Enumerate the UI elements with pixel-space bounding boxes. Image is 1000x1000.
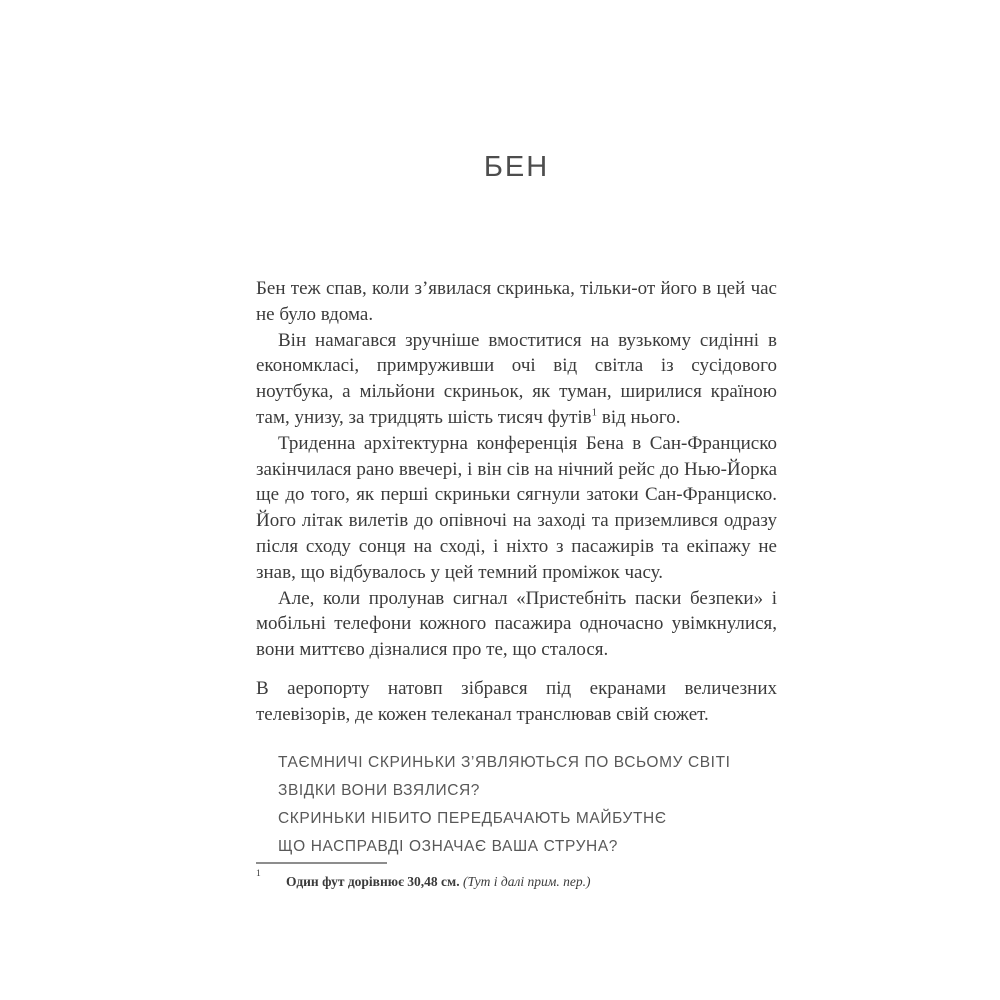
- footnote-text: [286, 873, 590, 890]
- tv-headline: ЩО НАСПРАВДІ ОЗНАЧАЄ ВАША СТРУНА?: [278, 838, 618, 856]
- chapter-title: БЕН: [483, 151, 550, 183]
- footnote-text-translator-note: (Тут і далі прим. пер.): [462, 874, 591, 889]
- tv-headlines-block: [256, 749, 777, 862]
- footnote-area: [256, 862, 777, 890]
- footnote: 1 Один фут дорівнює 30,48 см. (Тут і далі прим. пер.): [256, 869, 591, 889]
- tv-headline: СКРИНЬКИ НІБИТО ПЕРЕДБАЧАЮТЬ МАЙБУТНЄ: [278, 810, 667, 828]
- paragraph-2-text-after: від нього.: [597, 406, 681, 428]
- footnote-divider: [256, 862, 387, 864]
- paragraph-3: Триденна архітектурна конференція Бена в Сан-Франциско закінчилася рано ввечері, і він сів на нічний рейс до Нью-Йорка ще до того, як перші скриньки сягнули затоки Сан-Франциско. Його літак вилетів до опівночі на заході та приземлився одразу після сходу сонця на сході, і ніхто з пасажирів та екіпажу не знав, що відбувалось у цей темний проміжок часу.: [256, 432, 777, 583]
- footnote-text-main: Один фут дорівнює 30,48 см.: [286, 874, 460, 889]
- tv-headline: ТАЄМНИЧІ СКРИНЬКИ З’ЯВЛЯЮТЬСЯ ПО ВСЬОМУ СВІТІ: [278, 753, 731, 771]
- paragraph-1: Бен теж спав, коли з’явилася скринька, тільки-от його в цей час не було вдома.: [256, 278, 777, 325]
- footnote-reference: 1: [591, 406, 598, 419]
- chapter-body: [256, 276, 777, 862]
- paragraph-5: В аеропорту натовп зібрався під екранами величезних телевізорів, де кожен телеканал транслював свій сюжет.: [256, 677, 777, 725]
- paragraph-2: [256, 328, 777, 431]
- paragraph-2-text: Він намагався зручніше вмоститися на вузькому сидінні в економкласі, примруживши очі від світла із сусідового ноутбука, а мільйони скриньок, як туман, ширилися країною там, унизу, за тридцять шість тисяч футів: [256, 329, 777, 428]
- paragraph-4: Але, коли пролунав сигнал «Пристебніть паски безпеки» і мобільні телефони кожного пасажира одночасно увімкнулися, вони миттєво дізналися про те, що сталося.: [256, 587, 777, 661]
- tv-headline: ЗВІДКИ ВОНИ ВЗЯЛИСЯ?: [278, 781, 481, 799]
